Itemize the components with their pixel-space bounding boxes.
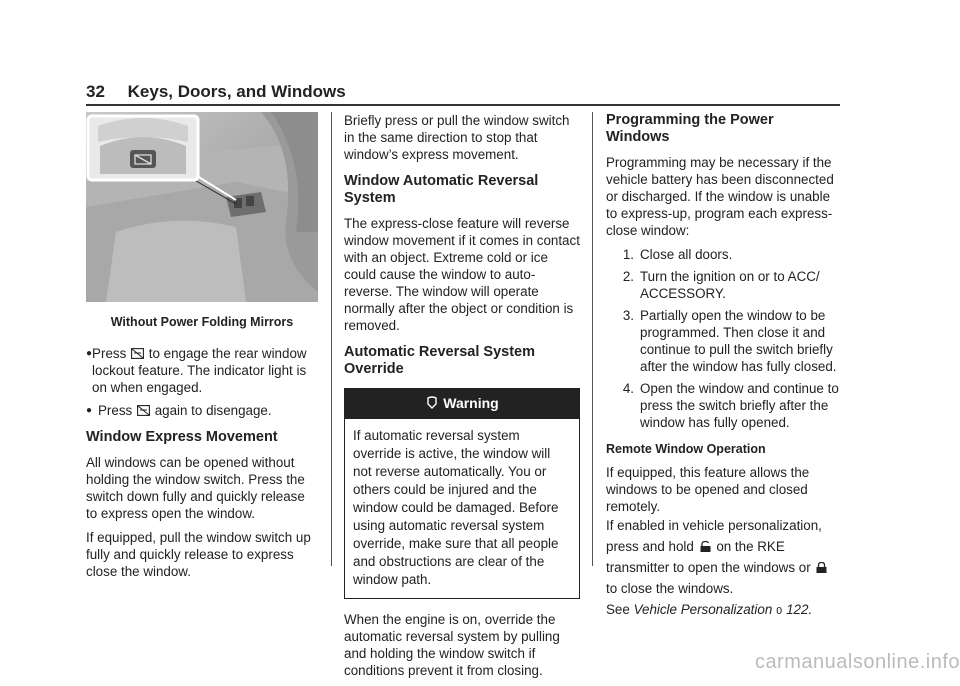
list-item: 3. Partially open the window to be programmed. Then close it and continue to pull the switch briefly after the window has fully closed. bbox=[622, 308, 837, 374]
paragraph: If equipped, pull the window switch up fully and quickly release to express close the window. bbox=[86, 530, 311, 579]
unlock-icon bbox=[699, 541, 712, 552]
subheading-remote-window: Remote Window Operation bbox=[606, 442, 766, 456]
heading-reversal-system: Window Automatic Reversal System bbox=[344, 173, 539, 206]
column-2 bbox=[344, 112, 580, 686]
cross-reference-link[interactable]: Vehicle Personalization bbox=[633, 602, 773, 617]
column-3 bbox=[606, 112, 840, 629]
page-ref-arrow-icon: 0 bbox=[776, 606, 783, 617]
page-number: 32 bbox=[86, 82, 105, 101]
heading-programming: Programming the Power Windows bbox=[606, 112, 774, 145]
paragraph: If equipped, this feature allows the windows to be opened and closed remotely. bbox=[606, 465, 810, 514]
lock-icon bbox=[815, 562, 828, 573]
window-lockout-icon bbox=[131, 348, 144, 359]
column-1 bbox=[86, 112, 318, 587]
window-lockout-icon bbox=[137, 405, 150, 416]
warning-header: Warning bbox=[345, 389, 579, 419]
paragraph: All windows can be opened without holding the window switch. Press the switch down fully and quickly release to express open the window. bbox=[86, 455, 305, 521]
warning-icon bbox=[425, 396, 439, 410]
column-divider-1 bbox=[331, 112, 332, 566]
list-item: 4. Open the window and continue to press the switch briefly after the window has fully opened. bbox=[622, 381, 839, 430]
list-item: 2. Turn the ignition on or to ACC/ ACCESSORY. bbox=[622, 269, 820, 301]
paragraph: If enabled in vehicle personalization, press and hold on the RKE transmitter to open the windows or to close the windows. See Vehicle Personalization 0 122. bbox=[606, 515, 840, 622]
paragraph: Briefly press or pull the window switch in the same direction to stop that window’s express movement. bbox=[344, 113, 570, 162]
steps-list bbox=[606, 246, 840, 431]
column-divider-2 bbox=[592, 112, 593, 566]
cross-reference-page[interactable]: 122. bbox=[786, 602, 813, 617]
heading-reversal-override: Automatic Reversal System Override bbox=[344, 344, 535, 377]
bullet-item: ● Press again to disengage. bbox=[86, 403, 272, 418]
paragraph: When the engine is on, override the automatic reversal system by pulling and holding the window switch if conditions prevent it from closing. bbox=[344, 612, 560, 678]
door-switch-illustration bbox=[86, 112, 318, 302]
bullet-item: ● Press to engage the rear window lockout feature. The indicator light is on when engaged. bbox=[86, 346, 307, 395]
figure-caption: Without Power Folding Mirrors bbox=[110, 315, 294, 329]
warning-body: If automatic reversal system override is active, the window will not reverse automatically. You or others could be injured and the window could be damaged. Before using automatic reversal system override, make sure that all people and obstructions are clear of the window path. bbox=[353, 428, 559, 587]
paragraph: The express-close feature will reverse window movement if it comes in contact with an object. Extreme cold or ice could cause the window to auto-reverse. The window will operate normally after the object or condition is removed. bbox=[344, 216, 580, 333]
bullet-marker: ● bbox=[86, 348, 93, 359]
header-rule bbox=[86, 104, 840, 106]
warning-box bbox=[344, 388, 580, 599]
bullet-marker: ● bbox=[86, 405, 93, 416]
paragraph: Programming may be necessary if the vehicle battery has been disconnected or discharged. If the window is unable to express-up, program each express-close window: bbox=[606, 155, 834, 238]
page-header bbox=[86, 82, 346, 102]
list-item: 1. Close all doors. bbox=[622, 247, 733, 262]
watermark: carmanualsonline.info bbox=[754, 651, 960, 673]
heading-express-movement: Window Express Movement bbox=[86, 429, 278, 445]
section-title: Keys, Doors, and Windows bbox=[127, 82, 346, 101]
